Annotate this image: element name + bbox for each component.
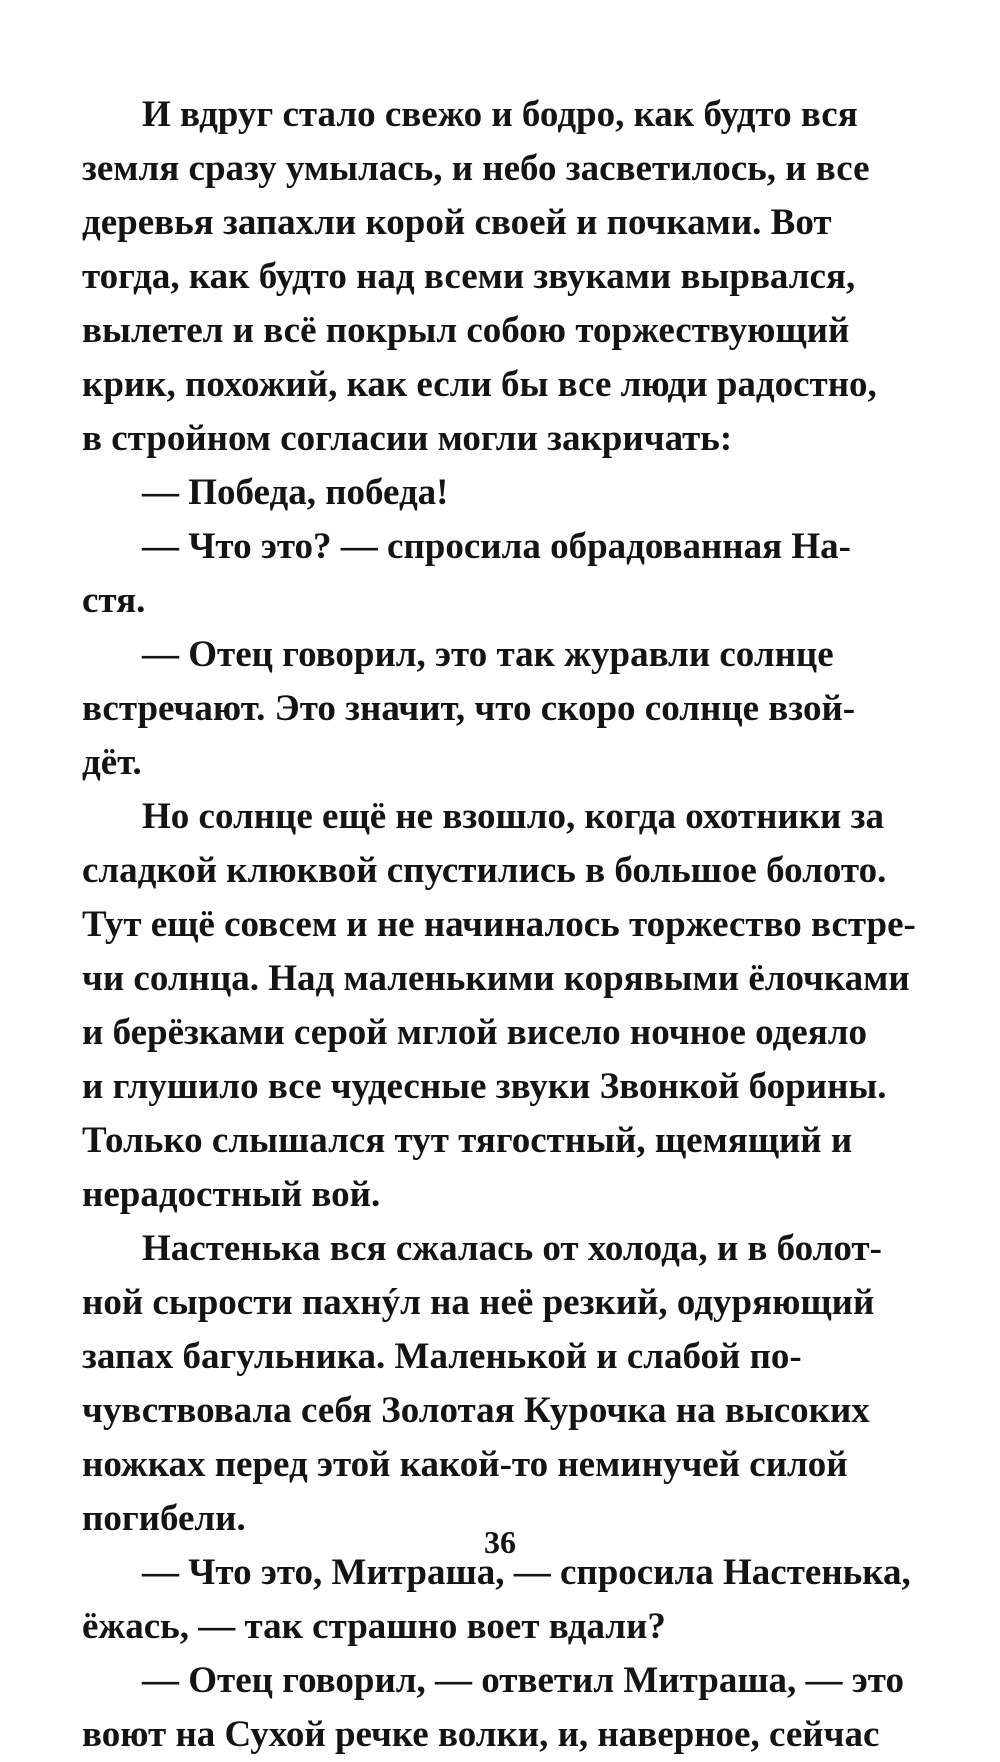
text-body: [82, 88, 922, 1762]
paragraph: Настенька вся сжалась от холода, и в болот- ной сырости пахнýл на неё резкий, одуряющий запах багульника. Маленькой и слабой по- чувствовала себя Золотая Курочка на высоких ножках перед этой какой-то неминучей силой погибели.: [82, 1228, 882, 1539]
paragraph: И вдруг стало свежо и бодро, как будто вся земля сразу умылась, и небо засветилось, и все деревья запахли корой своей и почками. Вот тогда, как будто над всеми звуками вырвался, вылетел и всё покрыл собою торжествующий крик, похожий, как если бы все люди радостно, в стройном согласии могли закричать:: [82, 94, 877, 459]
paragraph: Но солнце ещё не взошло, когда охотники за сладкой клюквой спустились в большое болото. Тут ещё совсем и не начиналось торжество встре- чи солнца. Над маленькими корявыми ёлочками и берёзками серой мглой висело ночное одеяло и глушило все чудесные звуки Звонкой борины. Только слышался тут тягостный, щемящий и нерадостный вой.: [82, 796, 916, 1215]
paragraph: — Отец говорил, это так журавли солнце встречают. Это значит, что скоро солнце взой- дёт.: [82, 634, 856, 783]
paragraph: — Что это, Митраша, — спросила Настенька, ёжась, — так страшно воет вдали?: [82, 1552, 911, 1647]
paragraph: — Победа, победа!: [142, 472, 449, 513]
paragraph: — Что это? — спросила обрадованная На- стя.: [82, 526, 851, 621]
paragraph: — Отец говорил, — ответил Митраша, — это воют на Сухой речке волки, и, наверное, сейчас: [82, 1660, 904, 1755]
page-number: 36: [484, 1524, 516, 1560]
